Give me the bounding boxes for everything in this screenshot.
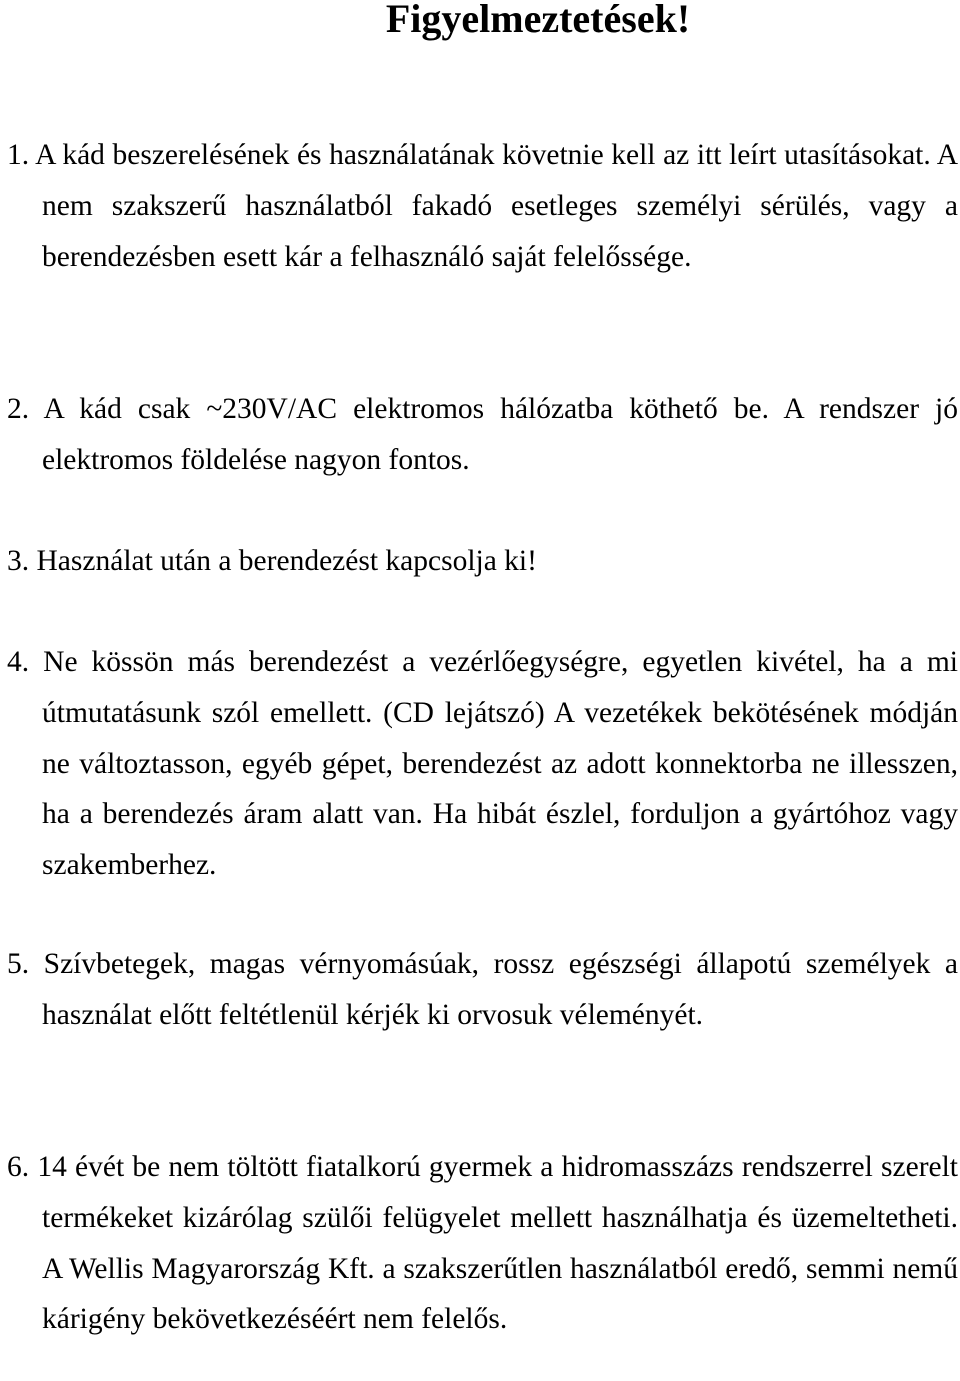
warning-item-6: [7, 1142, 959, 1345]
warning-item-2: [7, 384, 958, 486]
warning-number: 6.: [7, 1151, 30, 1183]
warning-text: A kád beszerelésének és használatának követnie kell az itt leírt utasításokat. A nem szakszerű használatból fakadó esetleges személyi sérülés, vagy a berendezésben esett kár a felhasználó saját felelőssége.: [35, 139, 958, 273]
warning-number: 4.: [7, 646, 30, 678]
warning-text: 14 évét be nem töltött fiatalkorú gyermek a hidromasszázs rendszerrel szerelt termékeket kizárólag szülői felügyelet mellett használhatja és üzemeltetheti. A Wellis Magyarország Kft. a szakszerűtlen használatból eredő, semmi nemű kárigény bekövetkezéséért nem felelős.: [37, 1151, 959, 1336]
warning-item-4: [7, 637, 959, 891]
warning-text: A kád csak ~230V/AC elektromos hálózatba köthető be. A rendszer jó elektromos földelése nagyon fontos.: [42, 393, 958, 476]
warning-text: Használat után a berendezést kapcsolja ki!: [36, 545, 537, 577]
warning-item-3: [7, 536, 958, 587]
warning-text: Szívbetegek, magas vérnyomásúak, rossz egészségi állapotú személyek a használat előtt feltétlenül kérjék ki orvosuk véleményét.: [42, 948, 959, 1031]
warning-number: 3.: [7, 545, 30, 577]
warning-text: Ne kössön más berendezést a vezérlőegységre, egyetlen kivétel, ha a mi útmutatásunk szól emellett. (CD lejátszó) A vezetékek bekötésének módján ne változtasson, egyéb gépet, berendezést az adott konnektorba ne illesszen, ha a berendezés áram alatt van. Ha hibát észlel, forduljon a gyártóhoz vagy szakemberhez.: [42, 646, 959, 882]
warning-item-5: [7, 939, 959, 1041]
document-title: Figyelmeztetések!: [385, 0, 691, 41]
warning-item-1: [7, 130, 958, 282]
warning-number: 2.: [7, 393, 30, 425]
warning-number: 5.: [7, 948, 30, 980]
warning-number: 1.: [7, 139, 30, 171]
